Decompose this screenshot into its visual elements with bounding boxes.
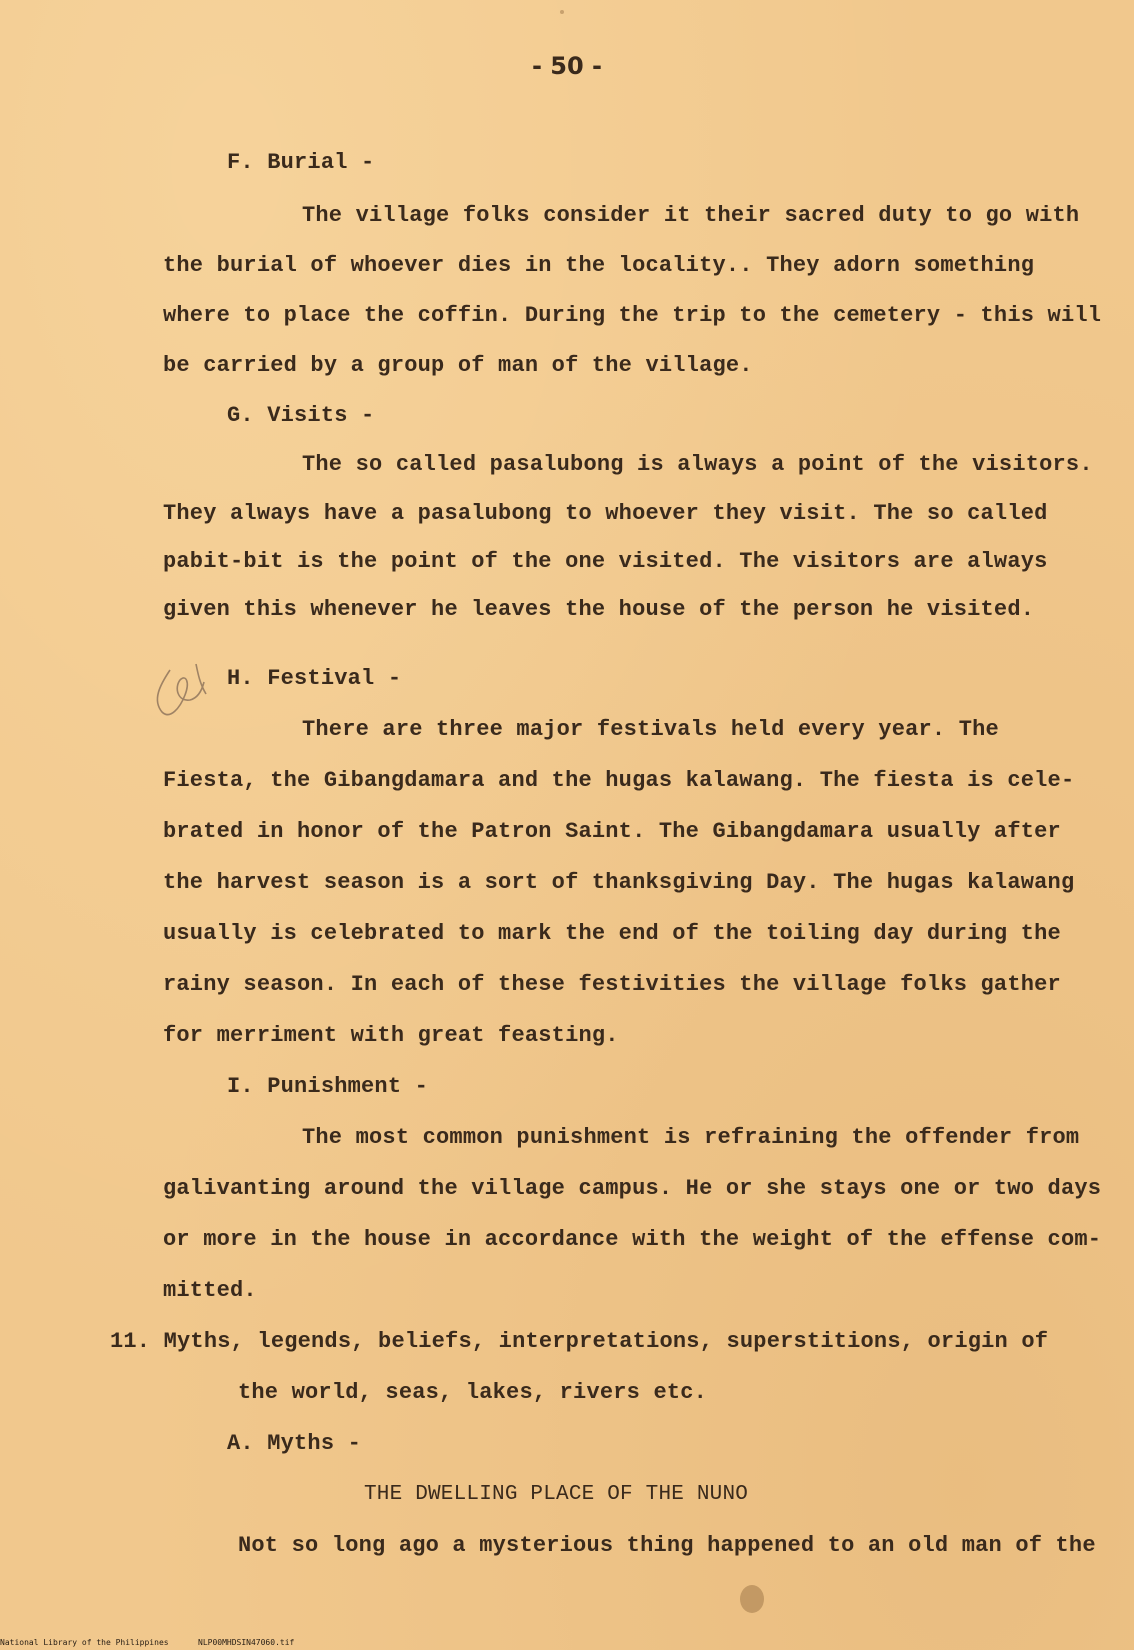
paragraph-line: They always have a pasalubong to whoever they visit. The so called bbox=[163, 501, 1048, 526]
paragraph-line: or more in the house in accordance with the weight of the effense com- bbox=[163, 1227, 1102, 1252]
section-heading-visits: G. Visits - bbox=[227, 403, 375, 428]
section-heading-burial: F. Burial - bbox=[227, 150, 375, 175]
ink-speck bbox=[560, 10, 564, 14]
paragraph-line: for merriment with great feasting. bbox=[163, 1023, 619, 1048]
paragraph-line: rainy season. In each of these festivities the village folks gather bbox=[163, 972, 1061, 997]
numbered-item-heading: 11. Myths, legends, beliefs, interpretations, superstitions, origin of bbox=[110, 1329, 1049, 1354]
paragraph-line: The so called pasalubong is always a point of the visitors. bbox=[302, 452, 1093, 477]
paragraph-line: brated in honor of the Patron Saint. The Gibangdamara usually after bbox=[163, 819, 1061, 844]
paragraph-line: The most common punishment is refraining the offender from bbox=[302, 1125, 1080, 1150]
section-heading-punishment: I. Punishment - bbox=[227, 1074, 429, 1099]
paragraph-line: the burial of whoever dies in the locality.. They adorn something bbox=[163, 253, 1035, 278]
paragraph-line: pabit-bit is the point of the one visited. The visitors are always bbox=[163, 549, 1048, 574]
paragraph-line: the harvest season is a sort of thanksgiving Day. The hugas kalawang bbox=[163, 870, 1075, 895]
page-number: - 50 - bbox=[531, 52, 603, 80]
ink-stain bbox=[740, 1585, 764, 1613]
handwritten-margin-note bbox=[140, 650, 230, 730]
footer-library: National Library of the Philippines bbox=[0, 1638, 169, 1647]
paragraph-line: Fiesta, the Gibangdamara and the hugas kalawang. The fiesta is cele- bbox=[163, 768, 1075, 793]
numbered-item-continuation: the world, seas, lakes, rivers etc. bbox=[238, 1380, 708, 1405]
paragraph-line: mitted. bbox=[163, 1278, 257, 1303]
paragraph-line: galivanting around the village campus. He or she stays one or two days bbox=[163, 1176, 1102, 1201]
paragraph-line: Not so long ago a mysterious thing happened to an old man of the bbox=[238, 1533, 1096, 1558]
story-title: THE DWELLING PLACE OF THE NUNO bbox=[364, 1483, 749, 1506]
paragraph-line: There are three major festivals held every year. The bbox=[302, 717, 999, 742]
paragraph-line: be carried by a group of man of the village. bbox=[163, 353, 753, 378]
section-heading-festival: H. Festival - bbox=[227, 666, 402, 691]
footer-file-id: NLP00MHDSIN47060.tif bbox=[198, 1638, 295, 1647]
section-heading-myths: A. Myths - bbox=[227, 1431, 362, 1456]
paragraph-line: given this whenever he leaves the house of the person he visited. bbox=[163, 597, 1035, 622]
paragraph-line: usually is celebrated to mark the end of the toiling day during the bbox=[163, 921, 1061, 946]
paragraph-line: where to place the coffin. During the trip to the cemetery - this will bbox=[163, 303, 1102, 328]
paragraph-line: The village folks consider it their sacred duty to go with bbox=[302, 203, 1080, 228]
